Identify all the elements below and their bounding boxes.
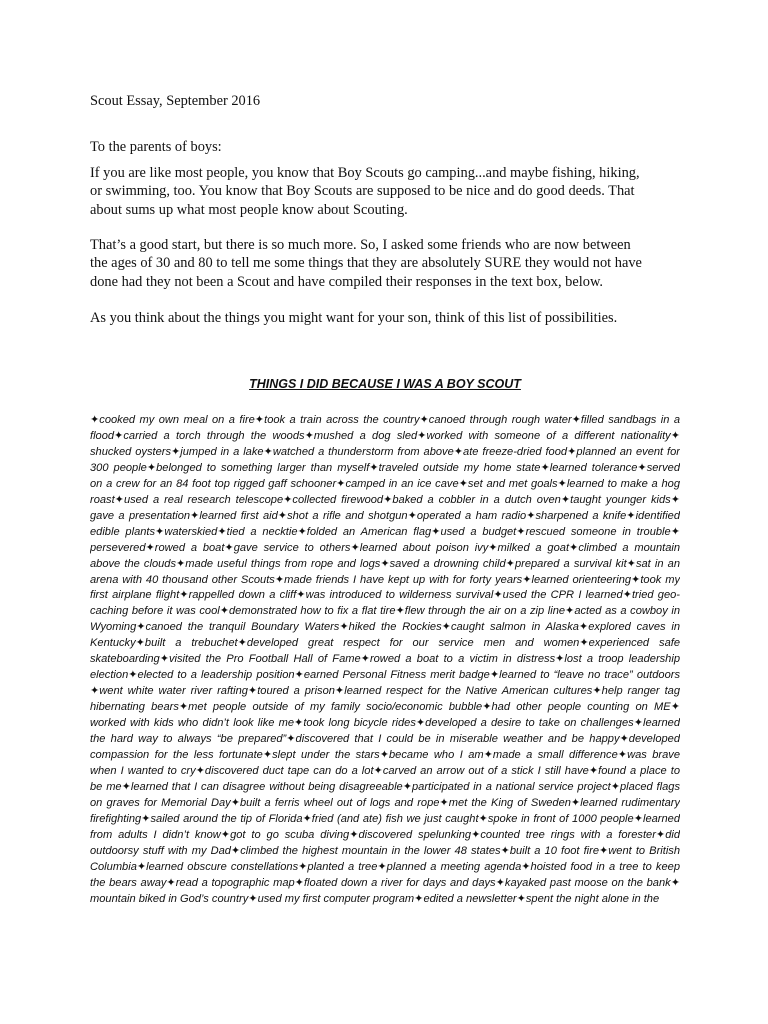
- text-box-line: ✦cooked my own meal on a fire✦took a train across the country✦canoed through rough water✦filled sandbags in a: [90, 414, 680, 426]
- text-box-line: hibernating bears✦met people outside of my family socio/economic bubble✦had other people counting on ME✦: [90, 701, 680, 714]
- text-box-heading: THINGS I DID BECAUSE I WAS A BOY SCOUT: [249, 377, 521, 391]
- text-box-line: outdoorsy stuff with my Dad✦climbed the highest mountain in the lower 48 states✦built a 10 foot fire✦went to British: [90, 844, 680, 857]
- text-box-line: caching before it was cool✦demonstrated how to fix a flat tire✦flew through the air on a zip line✦acted as a cowboy in: [90, 605, 680, 618]
- dateline: Scout Essay, September 2016: [90, 93, 261, 109]
- text-box-line: on graves for Memorial Day✦built a ferris wheel out of logs and rope✦met the King of Sweden✦learned rudimentary: [90, 796, 680, 809]
- text-box-line: persevered✦rowed a boat✦gave service to others✦learned about poison ivy✦milked a goat✦climbed a mountain: [90, 541, 680, 554]
- text-box-line: gave a presentation✦learned first aid✦shot a rifle and shotgun✦operated a ham radio✦sharpened a knife✦identified: [90, 509, 680, 522]
- paragraph-line: the ages of 30 and 80 to tell me some things that they are absolutely SURE they would not have: [90, 255, 642, 272]
- text-box-line: arena with 40 thousand other Scouts✦made friends I have kept up with for forty years✦learned orienteering✦took my: [90, 573, 680, 586]
- closing-paragraph: As you think about the things you might want for your son, think of this list of possibilities.: [90, 310, 618, 326]
- text-box-line: above the clouds✦made useful things from rope and logs✦saved a drowning child✦prepared a survival kit✦sat in an: [90, 557, 680, 570]
- text-box-line: worked with kids who didn’t look like me✦took long bicycle rides✦developed a desire to take on challenges✦learned: [90, 717, 680, 730]
- text-box-line: be me✦learned that I can disagree without being disagreeable✦participated in a national service project✦placed flags: [90, 780, 680, 793]
- text-box-line: election✦elected to a leadership position✦earned Personal Fitness merit badge✦learned to “leave no trace” outdoors: [90, 669, 680, 682]
- text-box-line: on a crew for an 84 foot top rigged gaff schooner✦camped in an ice cave✦set and met goals✦learned to make a hog: [90, 477, 680, 490]
- text-box-line: Wyoming✦canoed the tranquil Boundary Waters✦hiked the Rockies✦caught salmon in Alaska✦explored caves in: [90, 621, 680, 634]
- salutation: To the parents of boys:: [90, 139, 222, 155]
- paragraph-line: That’s a good start, but there is so much more. So, I asked some friends who are now between: [90, 237, 631, 253]
- friends-paragraph: [90, 236, 682, 291]
- text-box-line: from adults I didn’t know✦got to go scuba diving✦discovered spelunking✦counted tree rings with a forester✦did: [90, 828, 680, 841]
- text-box-line: ✦went white water river rafting✦toured a prison✦learned respect for the Native American cultures✦help ranger tag: [90, 685, 680, 698]
- paragraph-line: or swimming, too. You know that Boy Scouts are supposed to be nice and do good deeds. That: [90, 183, 635, 200]
- text-box-list: [90, 413, 680, 908]
- paragraph-line: If you are like most people, you know that Boy Scouts go camping...and maybe fishing, hiking,: [90, 165, 640, 181]
- text-box-line: Kentucky✦built a trebuchet✦developed great respect for our service men and women✦experienced safe: [90, 637, 680, 650]
- text-box-line: skateboarding✦visited the Pro Football Hall of Fame✦rowed a boat to a victim in distress✦lost a troop leadership: [90, 653, 680, 666]
- text-box-line: when I wanted to cry✦discovered duct tape can do a lot✦carved an arrow out of a stick I still have✦found a place to: [90, 764, 680, 777]
- text-box-line: Columbia✦learned obscure constellations✦planted a tree✦planned a meeting agenda✦hoisted food in a tree to keep: [90, 860, 680, 873]
- intro-paragraph: [90, 164, 682, 219]
- text-box-line: the hard way to always “be prepared”✦discovered that I could be in miserable weather and be happy✦developed: [90, 733, 680, 746]
- text-box-line: compassion for the less fortunate✦slept under the stars✦became who I am✦made a small difference✦was brave: [90, 749, 680, 762]
- text-box-line: flood✦carried a torch through the woods✦mushed a dog sled✦worked with someone of a different nationality✦: [90, 429, 680, 442]
- text-box-line: 300 people✦belonged to something larger than myself✦traveled outside my home state✦learned tolerance✦served: [90, 461, 680, 474]
- text-box-line: mountain biked in God’s country✦used my first computer program✦edited a newsletter✦spent the night alone in the: [90, 892, 660, 905]
- text-box-line: the bears away✦read a topographic map✦floated down a river for days and days✦kayaked past moose on the bank✦: [90, 876, 680, 889]
- text-box-line: shucked oysters✦jumped in a lake✦watched a thunderstorm from above✦ate freeze-dried food✦planned an event for: [90, 445, 680, 458]
- text-box-line: firefighting✦sailed around the tip of Florida✦fried (and ate) fish we just caught✦spoke in front of 1000 people✦learned: [90, 812, 680, 825]
- paragraph-line: about sums up what most people know about Scouting.: [90, 201, 408, 218]
- text-box-line: first airplane flight✦rappelled down a cliff✦was introduced to wilderness survival✦used the CPR I learned✦tried geo-: [90, 589, 680, 602]
- text-box-line: edible plants✦waterskied✦tied a necktie✦folded an American flag✦used a budget✦rescued someone in trouble✦: [90, 525, 680, 538]
- paragraph-line: done had they not been a Scout and have compiled their responses in the text box, below.: [90, 273, 603, 290]
- text-box-line: roast✦used a real research telescope✦collected firewood✦baked a cobbler in a dutch oven✦taught younger kids✦: [90, 493, 680, 506]
